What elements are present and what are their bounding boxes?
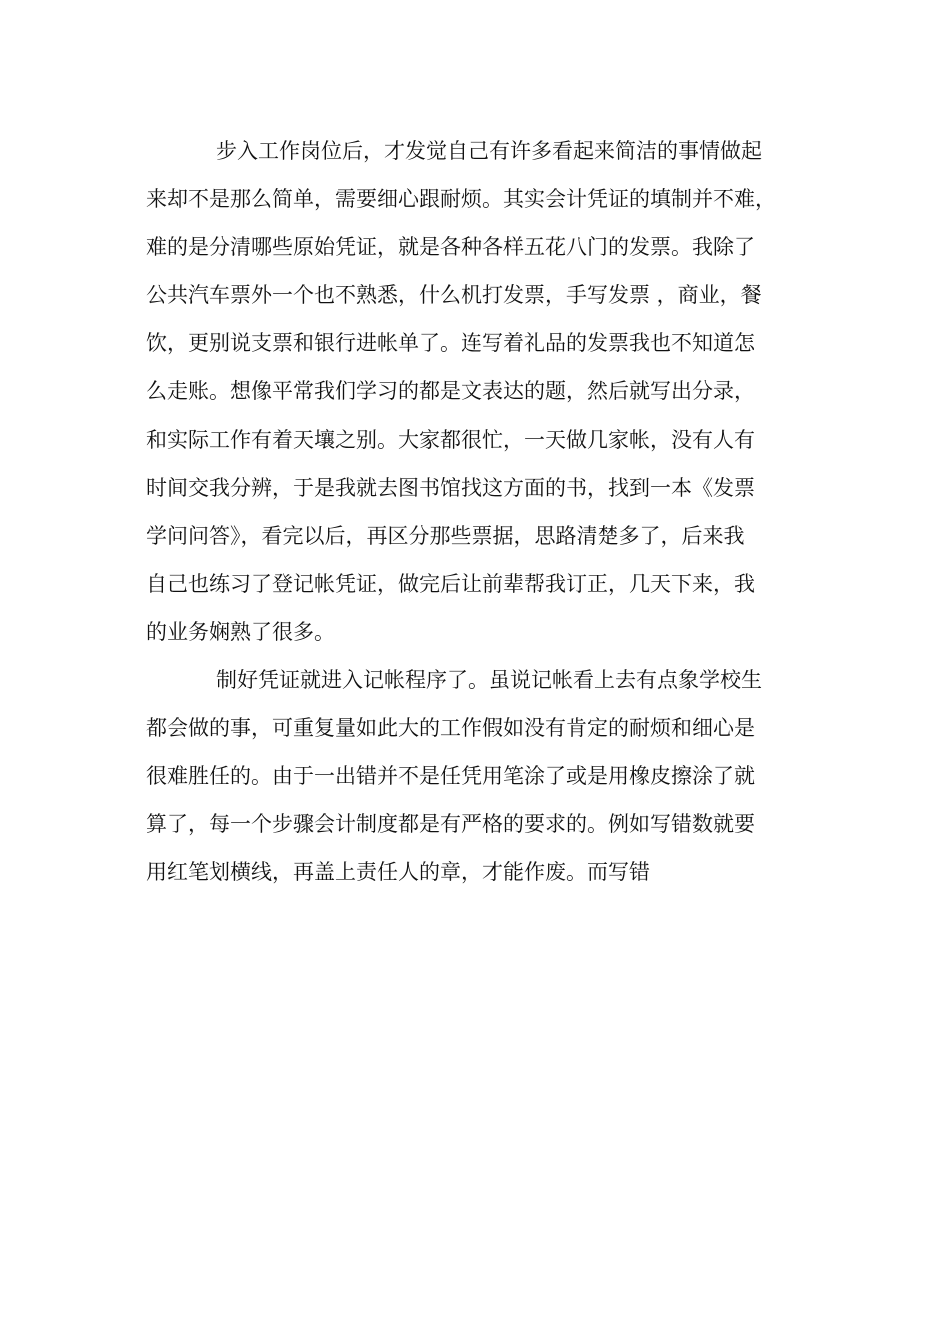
text-line: 饮，更别说支票和银行进帐单了。连写着礼品的发票我也不知道怎: [146, 331, 755, 356]
text-line: 都会做的事，可重复量如此大的工作假如没有肯定的耐烦和细心是: [146, 716, 755, 741]
text-line: 公共汽车票外一个也不熟悉，什么机打发票，手写发票 ，商业，餐: [146, 283, 762, 308]
text-line: 学问问答》，看完以后，再区分那些票据，思路清楚多了，后来我: [146, 523, 745, 548]
text-line: 难的是分清哪些原始凭证，就是各种各样五花八门的发票。我除了: [146, 235, 755, 260]
body-text: [146, 127, 816, 897]
text-line: 用红笔划横线，再盖上责任人的章，才能作废。而写错: [146, 860, 650, 885]
paragraph-2: [146, 656, 816, 896]
text-line: 么走账。想像平常我们学习的都是文表达的题，然后就写出分录，: [146, 379, 755, 404]
text-line: 来却不是那么简单，需要细心跟耐烦。其实会计凭证的填制并不难，: [146, 187, 776, 212]
text-line: 的业务娴熟了很多。: [146, 619, 335, 644]
text-line: 制好凭证就进入记帐程序了。虽说记帐看上去有点象学校生: [216, 668, 762, 693]
paragraph-1: [146, 127, 816, 656]
text-line: 自己也练习了登记帐凭证，做完后让前辈帮我订正，几天下来，我: [146, 571, 755, 596]
text-line: 时间交我分辨，于是我就去图书馆找这方面的书，找到一本《发票: [146, 475, 755, 500]
text-line: 和实际工作有着天壤之别。大家都很忙，一天做几家帐，没有人有: [146, 427, 755, 452]
text-line: 步入工作岗位后，才发觉自己有许多看起来简洁的事情做起: [216, 139, 762, 163]
text-line: 很难胜任的。由于一出错并不是任凭用笔涂了或是用橡皮擦涂了就: [146, 764, 755, 789]
text-line: 算了，每一个步骤会计制度都是有严格的要求的。例如写错数就要: [146, 812, 755, 837]
